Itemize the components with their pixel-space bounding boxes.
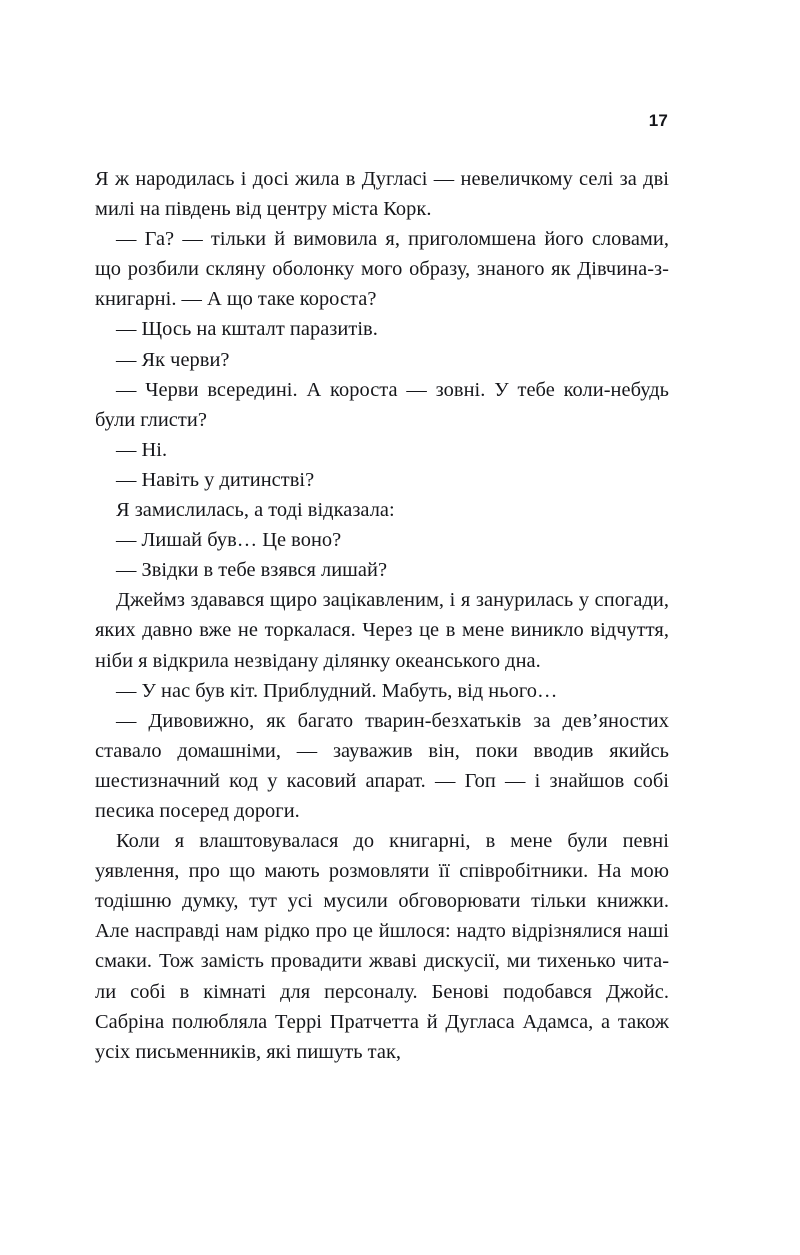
paragraph: Я замислилась, а тоді відказала: [116,499,395,522]
page-number: 17 [648,111,668,130]
paragraph: — Щось на кшталт паразитів. [116,318,378,341]
paragraph: Коли я влаштовувалася до книгарні, в мене були певні уявлення, про що мають розмовляти її співробітники. На мою тодішню думку, тут усі мусили обговорювати тільки книжки. Але насправді нам рідко про це йшлося: надто відрізнялися наші смаки. Тож замість провадити жваві дискусії, ми тихенько читали собі в кімнаті для персоналу. Бенові подобався Джойс. Сабріна полюбляла Террі Пратчетта й Дугласа Адамса, а також усіх письменників, які пишуть так, [95,830,669,1063]
paragraph: — Лишай був… Це воно? [116,529,342,552]
paragraph: — Як черви? [116,348,230,371]
paragraph: — Дивовижно, як багато тварин-безхатьків за дев’яностих ставало домашніми, — зауважив він, поки вводив якийсь шестизначний код у касовий апарат. — Гоп — і знайшов собі песика посеред дороги. [95,709,669,822]
paragraph: — У нас був кіт. Приблудний. Мабуть, від нього… [116,679,558,702]
paragraph: — Черви всередині. А короста — зовні. У тебе коли-небудь були глисти? [95,378,669,431]
paragraph: — Звідки в тебе взявся лишай? [116,559,388,582]
paragraph: — Навіть у дитинстві? [116,468,315,491]
paragraph: — Га? — тільки й вимовила я, приголомшена його словами, що розбили скляну оболонку мого образу, знаного як Дівчина-з-книгарні. — А що таке короста? [95,228,669,311]
body-text-block [95,164,669,1067]
paragraph: Я ж народилась і досі жила в Дугласі — невеличкому селі за дві милі на південь від центру міста Корк. [95,168,669,221]
paragraph: — Ні. [116,438,168,461]
paragraph: Джеймз здавався щиро зацікавленим, і я занурилась у спогади, яких давно вже не торкалася. Через це в мене виникло відчуття, ніби я відкрила незвідану ділянку океанського дна. [95,589,669,672]
